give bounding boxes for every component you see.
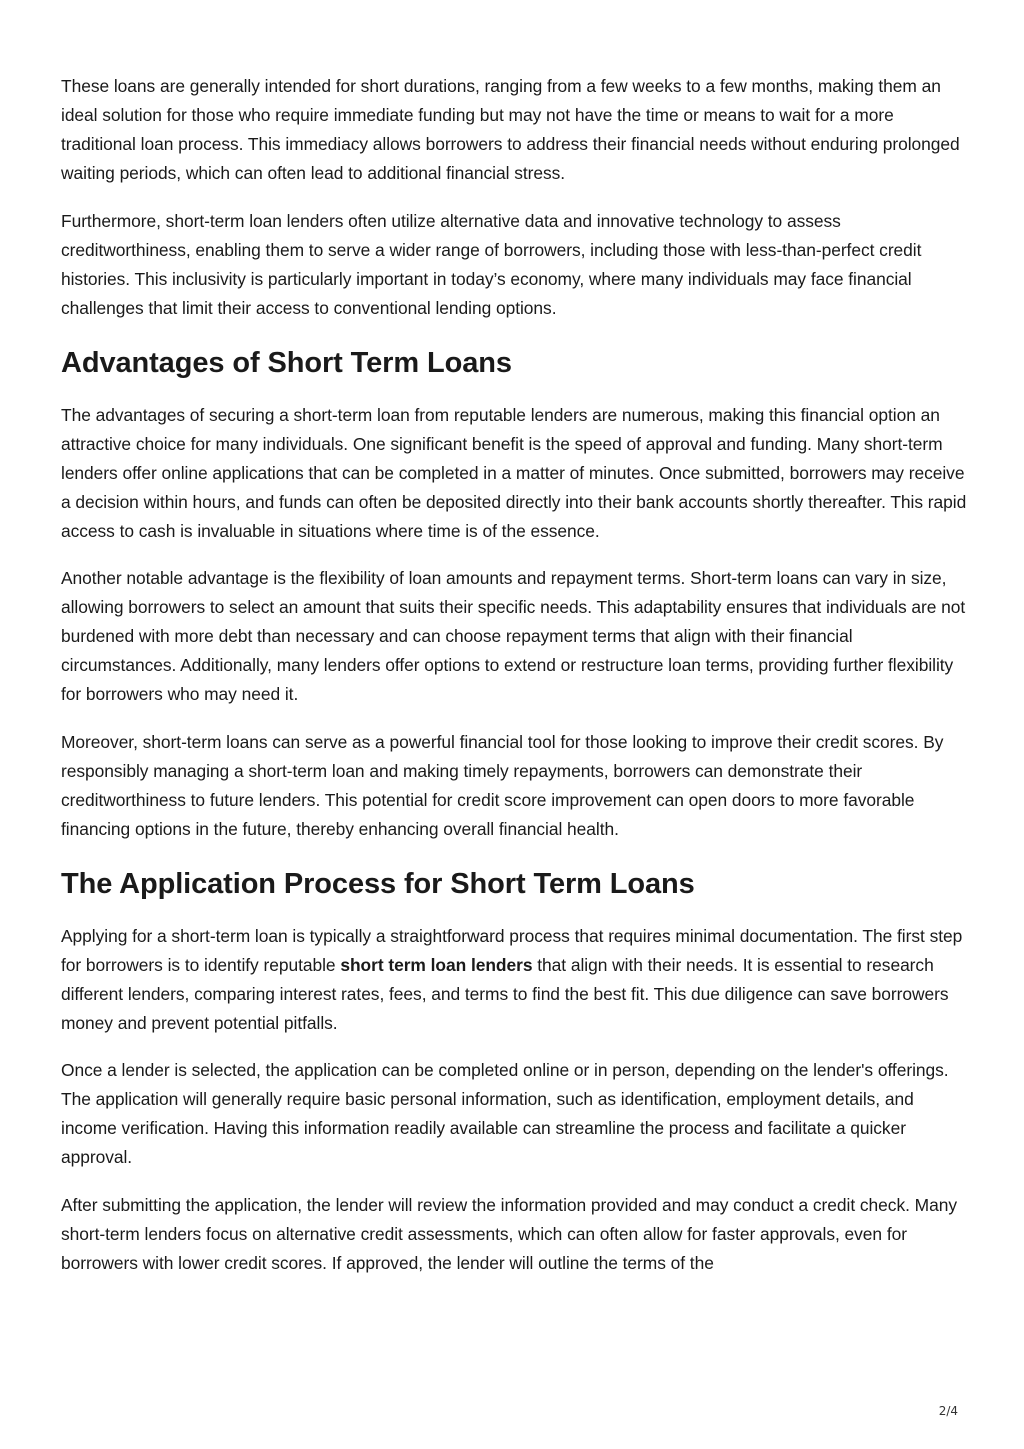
short-term-loan-lenders-link[interactable]: short term loan lenders [340,954,533,975]
page-number: 2/4 [938,1404,958,1418]
advantages-paragraph-1: The advantages of securing a short-term loan from reputable lenders are numerous, making this financial option an attractive choice for many individuals. One significant benefit is the speed of approval and funding. Many short-term lenders offer online applications that can be completed in a matter of minutes. Once submitted, borrowers may receive a decision within hours, and funds can often be deposited directly into their bank accounts shortly thereafter. This rapid access to cash is invaluable in situations where time is of the essence. [61,404,967,541]
application-p1-text-after: that align with their needs. It is essential to research different lenders, comparing interest rates, fees, and terms to find the best fit. This due diligence can save borrowers money and prevent potential pitfalls. [61,954,949,1033]
intro-paragraph-1: These loans are generally intended for short durations, ranging from a few weeks to a few months, making them an ideal solution for those who require immediate funding but may not have the time or means to wait for a more traditional loan process. This immediacy allows borrowers to address their financial needs without enduring prolonged waiting periods, which can often lead to additional financial stress. [61,76,960,183]
application-p1-text-before: Applying for a short-term loan is typically a straightforward process that requires minimal documentation. The first step for borrowers is to identify reputable [61,925,963,975]
application-paragraph-3: After submitting the application, the lender will review the information provided and may conduct a credit check. Many short-term lenders focus on alternative credit assessments, which can often allow for faster approvals, even for borrowers with lower credit scores. If approved, the lender will outline the terms of the [61,1194,957,1273]
application-heading: The Application Process for Short Term Loans [61,867,695,900]
advantages-paragraph-3: Moreover, short-term loans can serve as a powerful financial tool for those looking to improve their credit scores. By responsibly managing a short-term loan and making timely repayments, borrowers can demonstrate their creditworthiness to future lenders. This potential for credit score improvement can open doors to more favorable financing options in the future, thereby enhancing overall financial health. [61,731,944,839]
application-paragraph-1 [61,922,967,1038]
document-page [61,72,967,1296]
advantages-paragraph-2: Another notable advantage is the flexibility of loan amounts and repayment terms. Short-term loans can vary in size, allowing borrowers to select an amount that suits their specific needs. This adaptability ensures that individuals are not burdened with more debt than necessary and can choose repayment terms that align with their financial circumstances. Additionally, many lenders offer options to extend or restructure loan terms, providing further flexibility for borrowers who may need it. [61,568,966,704]
application-paragraph-2: Once a lender is selected, the application can be completed online or in person, depending on the lender's offerings. The application will generally require basic personal information, such as identification, employment details, and income verification. Having this information readily available can streamline the process and facilitate a quicker approval. [61,1060,949,1167]
intro-paragraph-2: Furthermore, short-term loan lenders often utilize alternative data and innovative technology to assess creditworthiness, enabling them to serve a wider range of borrowers, including those with less-than-perfect credit histories. This inclusivity is particularly important in today’s economy, where many individuals may face financial challenges that limit their access to conventional lending options. [61,210,922,318]
advantages-heading: Advantages of Short Term Loans [61,346,512,379]
